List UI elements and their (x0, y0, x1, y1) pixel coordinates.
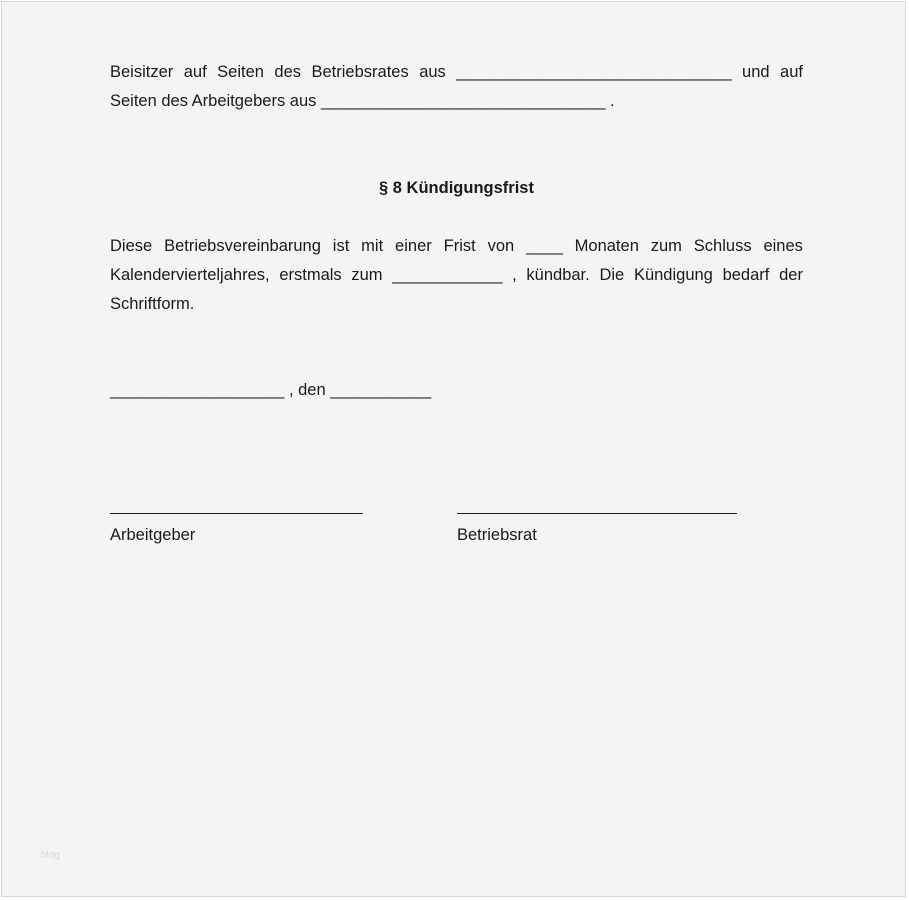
signature-label-arbeitgeber: Arbeitgeber (110, 526, 196, 544)
signature-line-arbeitgeber (110, 513, 363, 514)
watermark: blog (41, 850, 60, 861)
paragraph-frist-line-1: Diese Betriebsvereinbarung ist mit einer Frist von ____ Monaten zum Schluss eines (110, 232, 803, 261)
paragraph-beisitzer-line-1: Beisitzer auf Seiten des Betriebsrates aus ______________________________ und auf (110, 58, 803, 87)
paragraph-beisitzer-line-2: Seiten des Arbeitgebers aus _______________________________ . (110, 92, 615, 110)
blank-field-erstmals: ____________ (392, 266, 503, 284)
place-date-line: ___________________ , den ___________ (110, 381, 432, 399)
document-page (1, 1, 906, 897)
signature-line-betriebsrat (457, 513, 737, 514)
section-heading: § 8 Kündigungsfrist (379, 179, 534, 197)
paragraph-frist-line-3: Schriftform. (110, 295, 195, 313)
paragraph-frist-line-2: Kalendervierteljahres, erstmals zum ____________ , kündbar. Die Kündigung bedarf der (110, 261, 803, 290)
paragraph-kuendigungsfrist (110, 232, 803, 319)
paragraph-beisitzer (110, 58, 803, 116)
blank-field-monate: ____ (526, 237, 563, 255)
blank-field-betriebsrat-beisitzer: ______________________________ (456, 63, 732, 81)
signature-label-betriebsrat: Betriebsrat (457, 526, 537, 544)
